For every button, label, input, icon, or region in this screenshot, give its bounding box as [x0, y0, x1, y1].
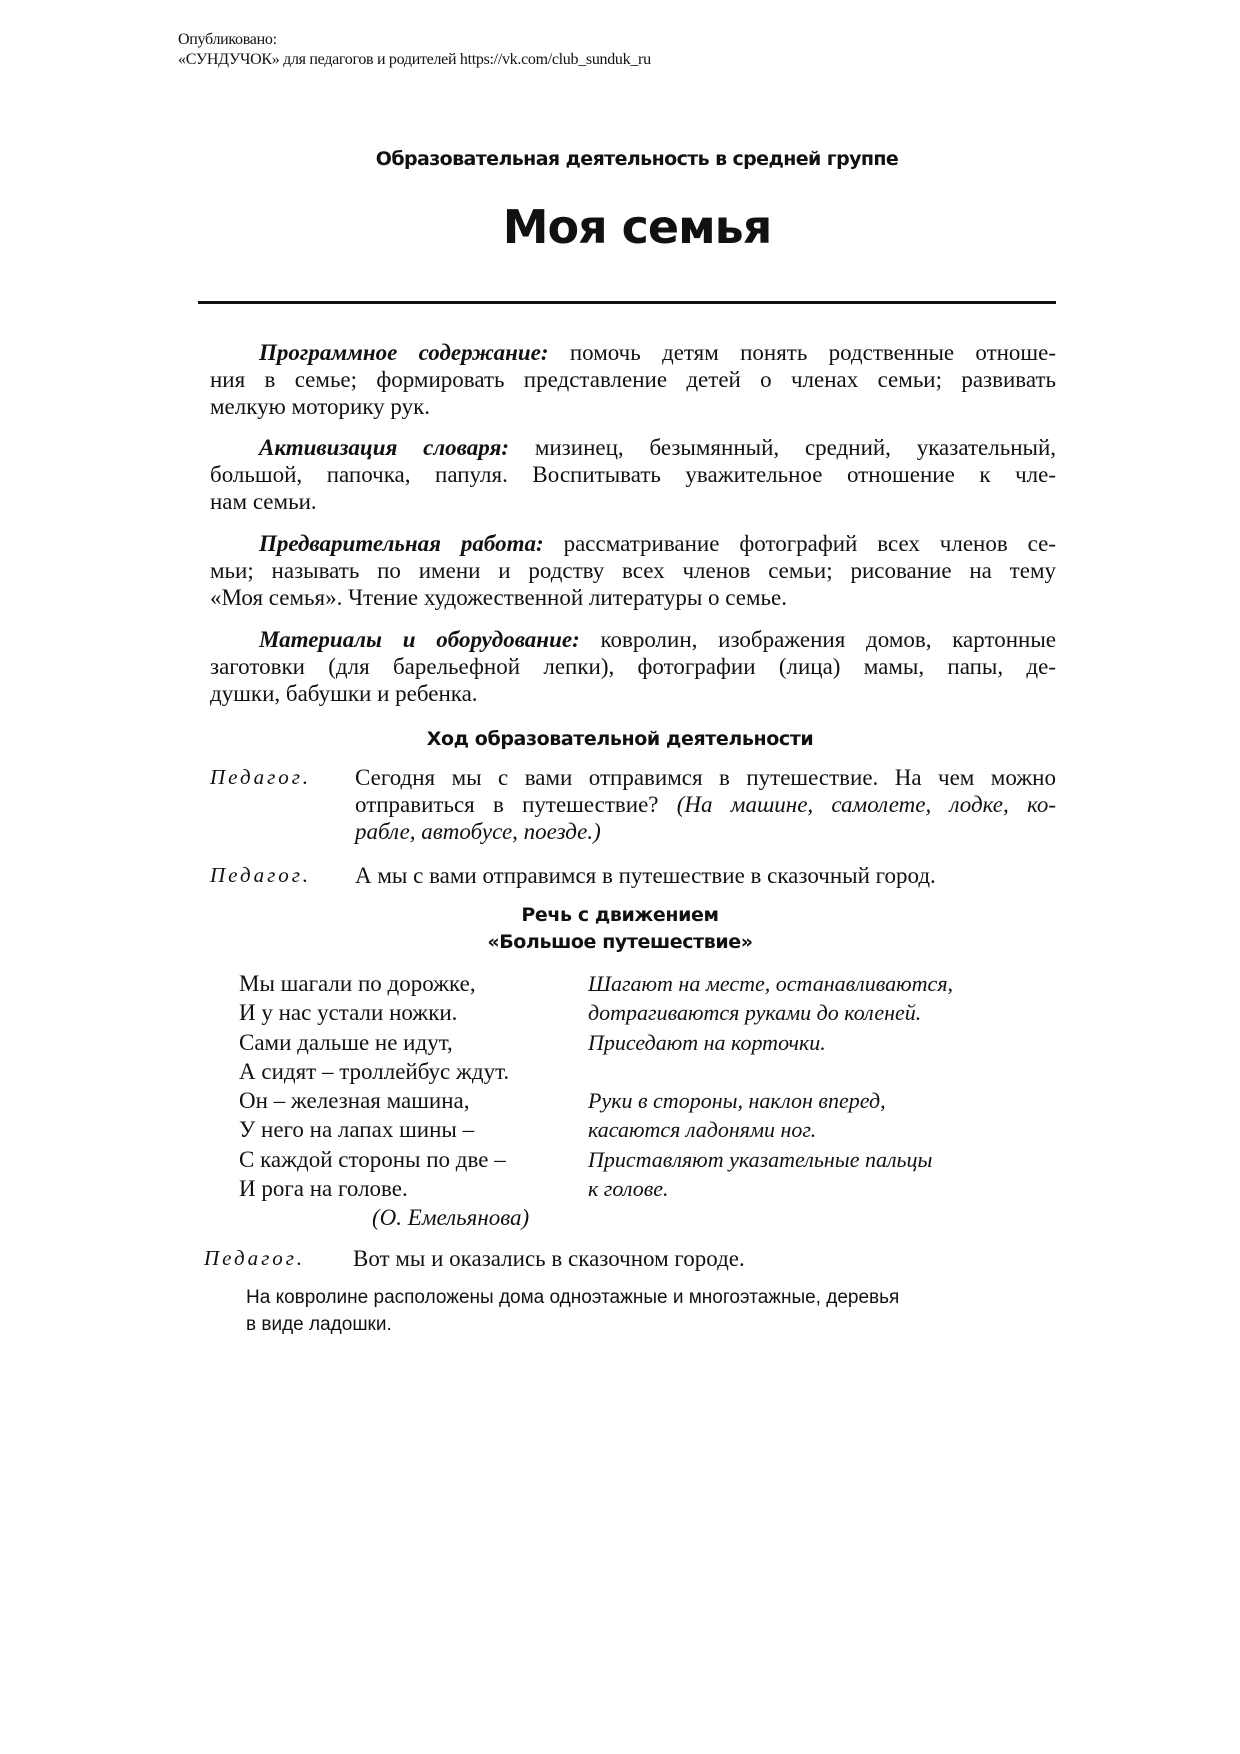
section-text: большой, папочка, папуля. Воспитывать уважительное отношение к чле- — [210, 462, 1056, 487]
dialog-answer: рабле, автобусе, поезде.) — [355, 819, 601, 844]
poem-author: (О. Емельянова) — [372, 1205, 530, 1231]
section-text: ния в семье; формировать представление детей о членах семьи; развивать — [210, 367, 1056, 392]
section-text: мизинец, безымянный, средний, указательный, — [534, 435, 1057, 460]
poem-line: Сами дальше не идут, — [239, 1029, 453, 1055]
title-divider — [198, 301, 1056, 304]
section-vocabulary — [210, 434, 1056, 515]
section-text: помочь детям понять родственные отноше- — [569, 340, 1057, 365]
section-text: мелкую моторику рук. — [210, 394, 431, 419]
dialog-entry — [204, 1245, 1050, 1272]
dialog-entry — [210, 862, 1056, 889]
speaker-label: Педагог. — [204, 1246, 305, 1270]
section-label: Активизация словаря: — [259, 435, 509, 460]
poem-line: Он – железная машина, — [239, 1088, 470, 1114]
poem-line: И у нас устали ножки. — [239, 1000, 458, 1026]
section-preliminary-work — [210, 530, 1056, 611]
note-line: На ковролине расположены дома одноэтажные и многоэтажные, деревья — [246, 1287, 900, 1308]
poem-heading: Речь с движением — [521, 904, 719, 926]
section-text: нам семьи. — [210, 489, 317, 514]
poem-line: А сидят – троллейбус ждут. — [239, 1058, 510, 1084]
poem-line: С каждой стороны по две – — [239, 1146, 506, 1172]
section-program-content — [210, 339, 1056, 420]
action-line: касаются ладонями ног. — [588, 1117, 817, 1143]
section-text: ковролин, изображения домов, картонные — [600, 627, 1056, 652]
section-text: заготовки (для барельефной лепки), фотографии (лица) мамы, папы, де- — [210, 654, 1056, 679]
dialog-text: Вот мы и оказались в сказочном городе. — [353, 1246, 745, 1271]
dialog-text: Сегодня мы с вами отправимся в путешествие. На чем можно — [355, 765, 1056, 790]
dialog-text: отправиться в путешествие? — [355, 792, 659, 817]
action-line: к голове. — [588, 1176, 669, 1202]
dialog-text: А мы с вами отправимся в путешествие в сказочный город. — [355, 863, 936, 888]
dialog-entry — [210, 764, 1056, 845]
poem-line: У него на лапах шины – — [239, 1117, 475, 1143]
dialog-answer: (На машине, самолете, лодке, ко- — [676, 792, 1057, 817]
note-line: в виде ладошки. — [246, 1314, 392, 1335]
document-subtitle: Образовательная деятельность в средней группе — [375, 148, 899, 170]
poem-line: Мы шагали по дорожке, — [239, 971, 476, 996]
setting-note — [246, 1284, 1056, 1338]
section-text: «Моя семья». Чтение художественной литературы о семье. — [210, 585, 787, 610]
poem-line: И рога на голове. — [239, 1176, 408, 1202]
speaker-label: Педагог. — [210, 863, 311, 887]
action-spacer — [588, 1057, 953, 1086]
poem-title: «Большое путешествие» — [487, 931, 753, 953]
section-text: душки, бабушки и ребенка. — [210, 681, 478, 706]
action-line: дотрагиваются руками до коленей. — [588, 1000, 922, 1026]
poem-verses — [239, 969, 529, 1233]
action-line: Приставляют указательные пальцы — [588, 1146, 933, 1172]
document-title: Моя семья — [502, 200, 772, 254]
publication-header — [178, 30, 651, 70]
poem-actions — [588, 969, 953, 1203]
header-line-1: Опубликовано: — [178, 31, 277, 48]
section-text: рассматривание фотографий всех членов се- — [563, 531, 1056, 556]
section-label: Предварительная работа: — [259, 531, 544, 556]
action-line: Шагают на месте, останавливаются, — [588, 971, 954, 996]
section-label: Материалы и оборудование: — [259, 627, 580, 652]
action-line: Руки в стороны, наклон вперед, — [588, 1088, 886, 1114]
speaker-label: Педагог. — [210, 765, 311, 789]
course-heading: Ход образовательной деятельности — [426, 728, 814, 750]
section-materials — [210, 626, 1056, 707]
action-line: Приседают на корточки. — [588, 1029, 826, 1055]
section-label: Программное содержание: — [259, 340, 549, 365]
section-text: мьи; называть по имени и родству всех членов семьи; рисование на тему — [210, 558, 1056, 583]
header-line-2: «СУНДУЧОК» для педагогов и родителей https://vk.com/club_sunduk_ru — [178, 51, 651, 68]
